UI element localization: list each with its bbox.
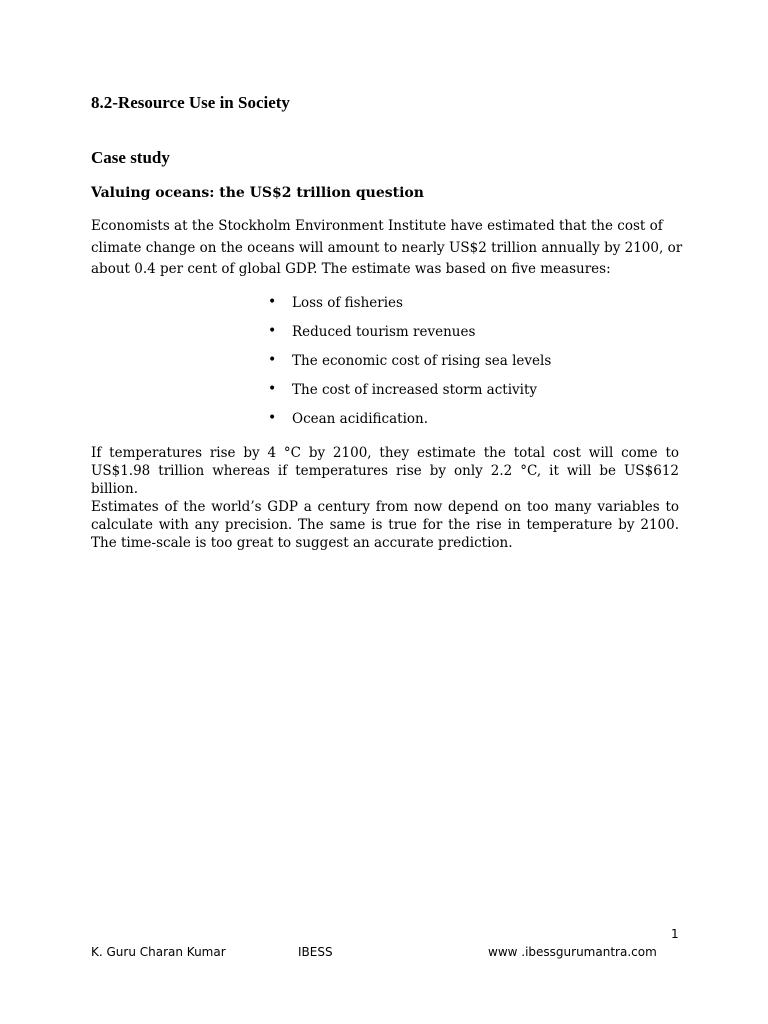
bullet-icon: • <box>268 381 277 397</box>
intro-paragraph: Economists at the Stockholm Environment Institute have estimated that the cost of climate change on the oceans will amount to nearly US$2 trillion annually by 2100, or about 0.4 per cent of global GDP. The estimate was based on five measures: <box>91 218 683 277</box>
footer-website: www .ibessgurumantra.com <box>488 945 657 959</box>
bullet-icon: • <box>268 323 277 339</box>
measure-text: Ocean acidification. <box>292 411 429 427</box>
page-number: 1 <box>671 927 679 941</box>
measure-text: The cost of increased storm activity <box>292 382 538 398</box>
bullet-icon: • <box>268 294 277 310</box>
gdp-paragraph: Estimates of the world’s GDP a century from now depend on too many variables to calculate with any precision. The same is true for the rise in temperature by 2100. The time-scale is too great to suggest an accurate prediction. <box>91 499 679 551</box>
bullet-icon: • <box>268 352 277 368</box>
bullet-icon: • <box>268 410 277 426</box>
list-item <box>268 322 551 351</box>
section-title: 8.2-Resource Use in Society <box>91 93 290 112</box>
case-study-heading: Case study <box>91 148 170 167</box>
list-item <box>268 293 551 322</box>
list-item <box>268 380 551 409</box>
case-study-subheading: Valuing oceans: the US$2 trillion question <box>91 185 424 201</box>
list-item <box>268 351 551 380</box>
measures-list <box>268 293 551 438</box>
footer-author: K. Guru Charan Kumar <box>91 945 226 959</box>
measure-text: Loss of fisheries <box>292 295 403 311</box>
footer-organization: IBESS <box>298 945 333 959</box>
temperature-paragraph: If temperatures rise by 4 °C by 2100, they estimate the total cost will come to US$1.98 trillion whereas if temperatures rise by only 2.2 °C, it will be US$612 billion. <box>91 445 679 497</box>
list-item <box>268 409 551 438</box>
measure-text: Reduced tourism revenues <box>292 324 476 340</box>
measure-text: The economic cost of rising sea levels <box>292 353 552 369</box>
